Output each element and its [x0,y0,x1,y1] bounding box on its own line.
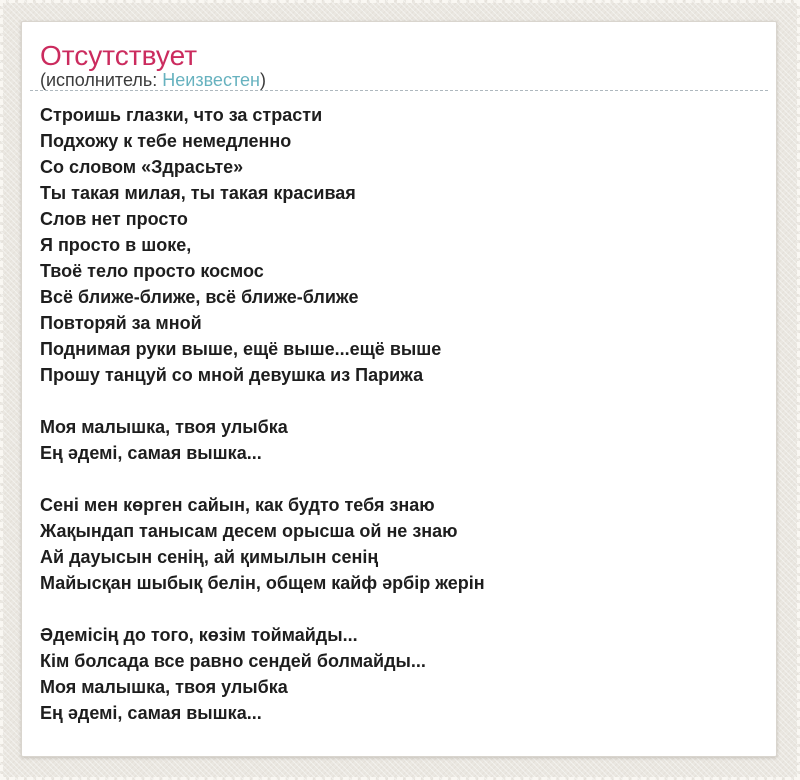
lyric-line: Моя малышка, твоя улыбка [40,417,288,437]
lyric-line: Кім болсада все равно сендей болмайды... [40,651,426,671]
page-title: Отсутствует [40,40,198,71]
lyric-line: Я просто в шоке, [40,235,192,255]
lyrics-card [21,21,777,757]
stanza-2 [40,414,768,466]
song-header [30,22,768,91]
lyric-line: Жақындап танысам десем орысша ой не знаю [40,521,458,541]
lyric-line: Всё ближе-ближе, всё ближе-ближе [40,287,359,307]
lyric-line: Сені мен көрген сайын, как будто тебя знаю [40,495,435,515]
lyric-line: Майысқан шыбық белін, общем кайф әрбір жерін [40,573,485,593]
stanza-1 [40,102,768,388]
lyric-line: Строишь глазки, что за страсти [40,105,323,125]
lyric-line: Твоё тело просто космос [40,261,264,281]
lyric-line: Ең әдемі, самая вышка... [40,443,262,463]
stanza-3 [40,492,768,596]
lyric-line: Прошу танцуй со мной девушка из Парижа [40,365,424,385]
lyric-line: Ты такая милая, ты такая красивая [40,183,356,203]
lyric-line: Ең әдемі, самая вышка... [40,703,262,723]
artist-line [40,71,768,90]
lyric-line: Подхожу к тебе немедленно [40,131,292,151]
artist-label-prefix: (исполнитель: [40,70,163,90]
lyric-line: Поднимая руки выше, ещё выше...ещё выше [40,339,442,359]
lyric-line: Ай дауысын сенің, ай қимылын сенің [40,547,379,567]
stanza-4 [40,622,768,726]
lyric-line: Әдемісің до того, көзім тоймайды... [40,625,358,645]
lyric-line: Моя малышка, твоя улыбка [40,677,288,697]
lyrics-body [30,91,768,726]
artist-link[interactable]: Неизвестен [162,70,260,90]
lyric-line: Слов нет просто [40,209,188,229]
lyric-line: Со словом «Здрасьте» [40,157,244,177]
lyric-line: Повторяй за мной [40,313,202,333]
artist-label-suffix: ) [259,70,266,90]
